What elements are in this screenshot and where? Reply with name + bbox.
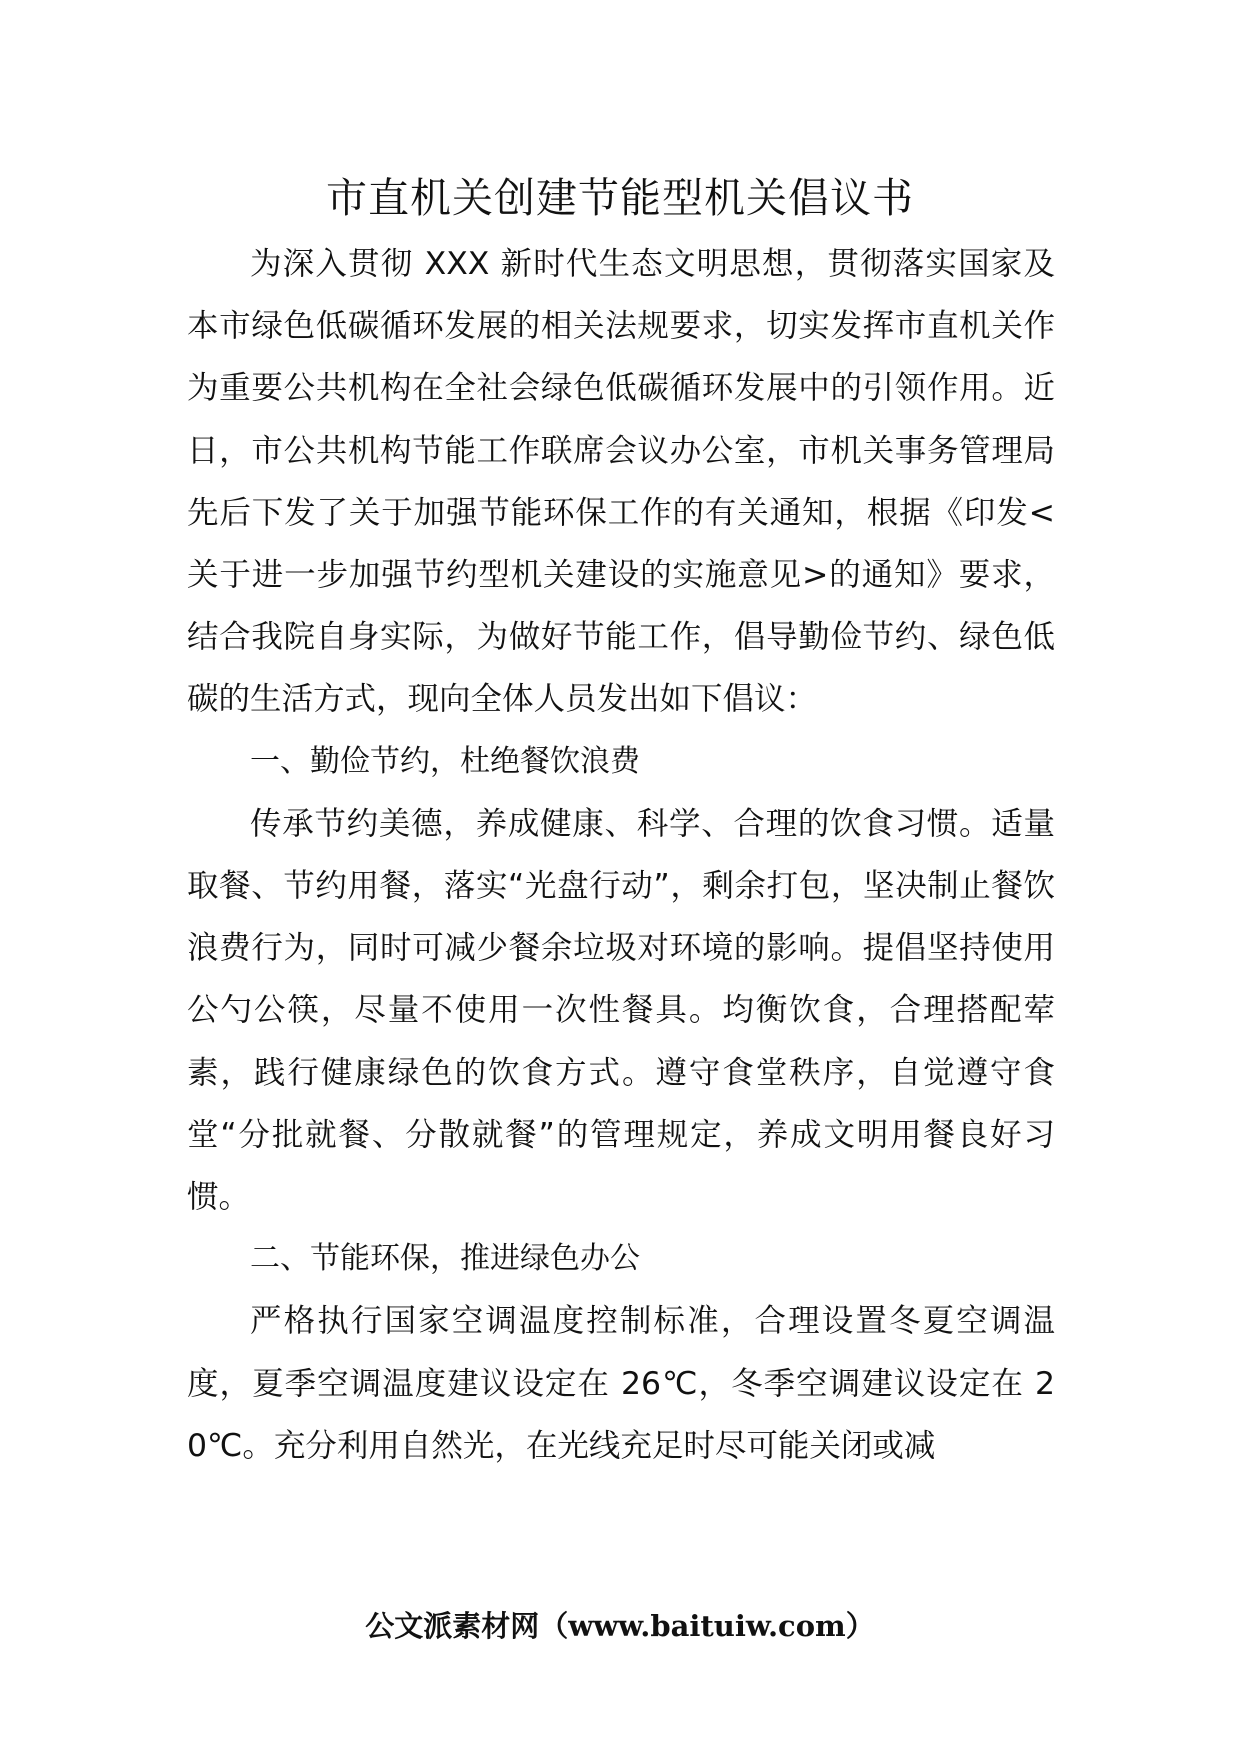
- section-1-paragraph: 传承节约美德，养成健康、科学、合理的饮食习惯。适量取餐、节约用餐，落实“光盘行动”，剩余打包，坚决制止餐饮浪费行为，同时可减少餐余垃圾对环境的影响。提倡坚持使用公勺公筷，尽量不使用一次性餐具。均衡饮食，合理搭配荤素，践行健康绿色的饮食方式。遵守食堂秩序，自觉遵守食堂“分批就餐、分散就餐”的管理规定，养成文明用餐良好习惯。: [187, 805, 1055, 1216]
- document-title: 市直机关创建节能型机关倡议书: [326, 174, 914, 222]
- document-body: [187, 233, 1055, 1477]
- section-2-paragraph: 严格执行国家空调温度控制标准，合理设置冬夏空调温度，夏季空调温度建议设定在 26℃，冬季空调建议设定在 20℃。充分利用自然光，在光线充足时尽可能关闭或减: [187, 1303, 1055, 1464]
- page-footer: 公文派素材网（www.baituiw.com）: [365, 1609, 875, 1643]
- section-heading-2: 二、节能环保，推进绿色办公: [250, 1241, 640, 1277]
- intro-paragraph: 为深入贯彻 XXX 新时代生态文明思想，贯彻落实国家及本市绿色低碳循环发展的相关法规要求，切实发挥市直机关作为重要公共机构在全社会绿色低碳循环发展中的引领作用。近日，市公共机构节能工作联席会议办公室，市机关事务管理局先后下发了关于加强节能环保工作的有关通知，根据《印发<关于进一步加强节约型机关建设的实施意见>的通知》要求，结合我院自身实际，为做好节能工作，倡导勤俭节约、绿色低碳的生活方式，现向全体人员发出如下倡议：: [187, 246, 1055, 718]
- section-heading-1: 一、勤俭节约，杜绝餐饮浪费: [250, 743, 640, 779]
